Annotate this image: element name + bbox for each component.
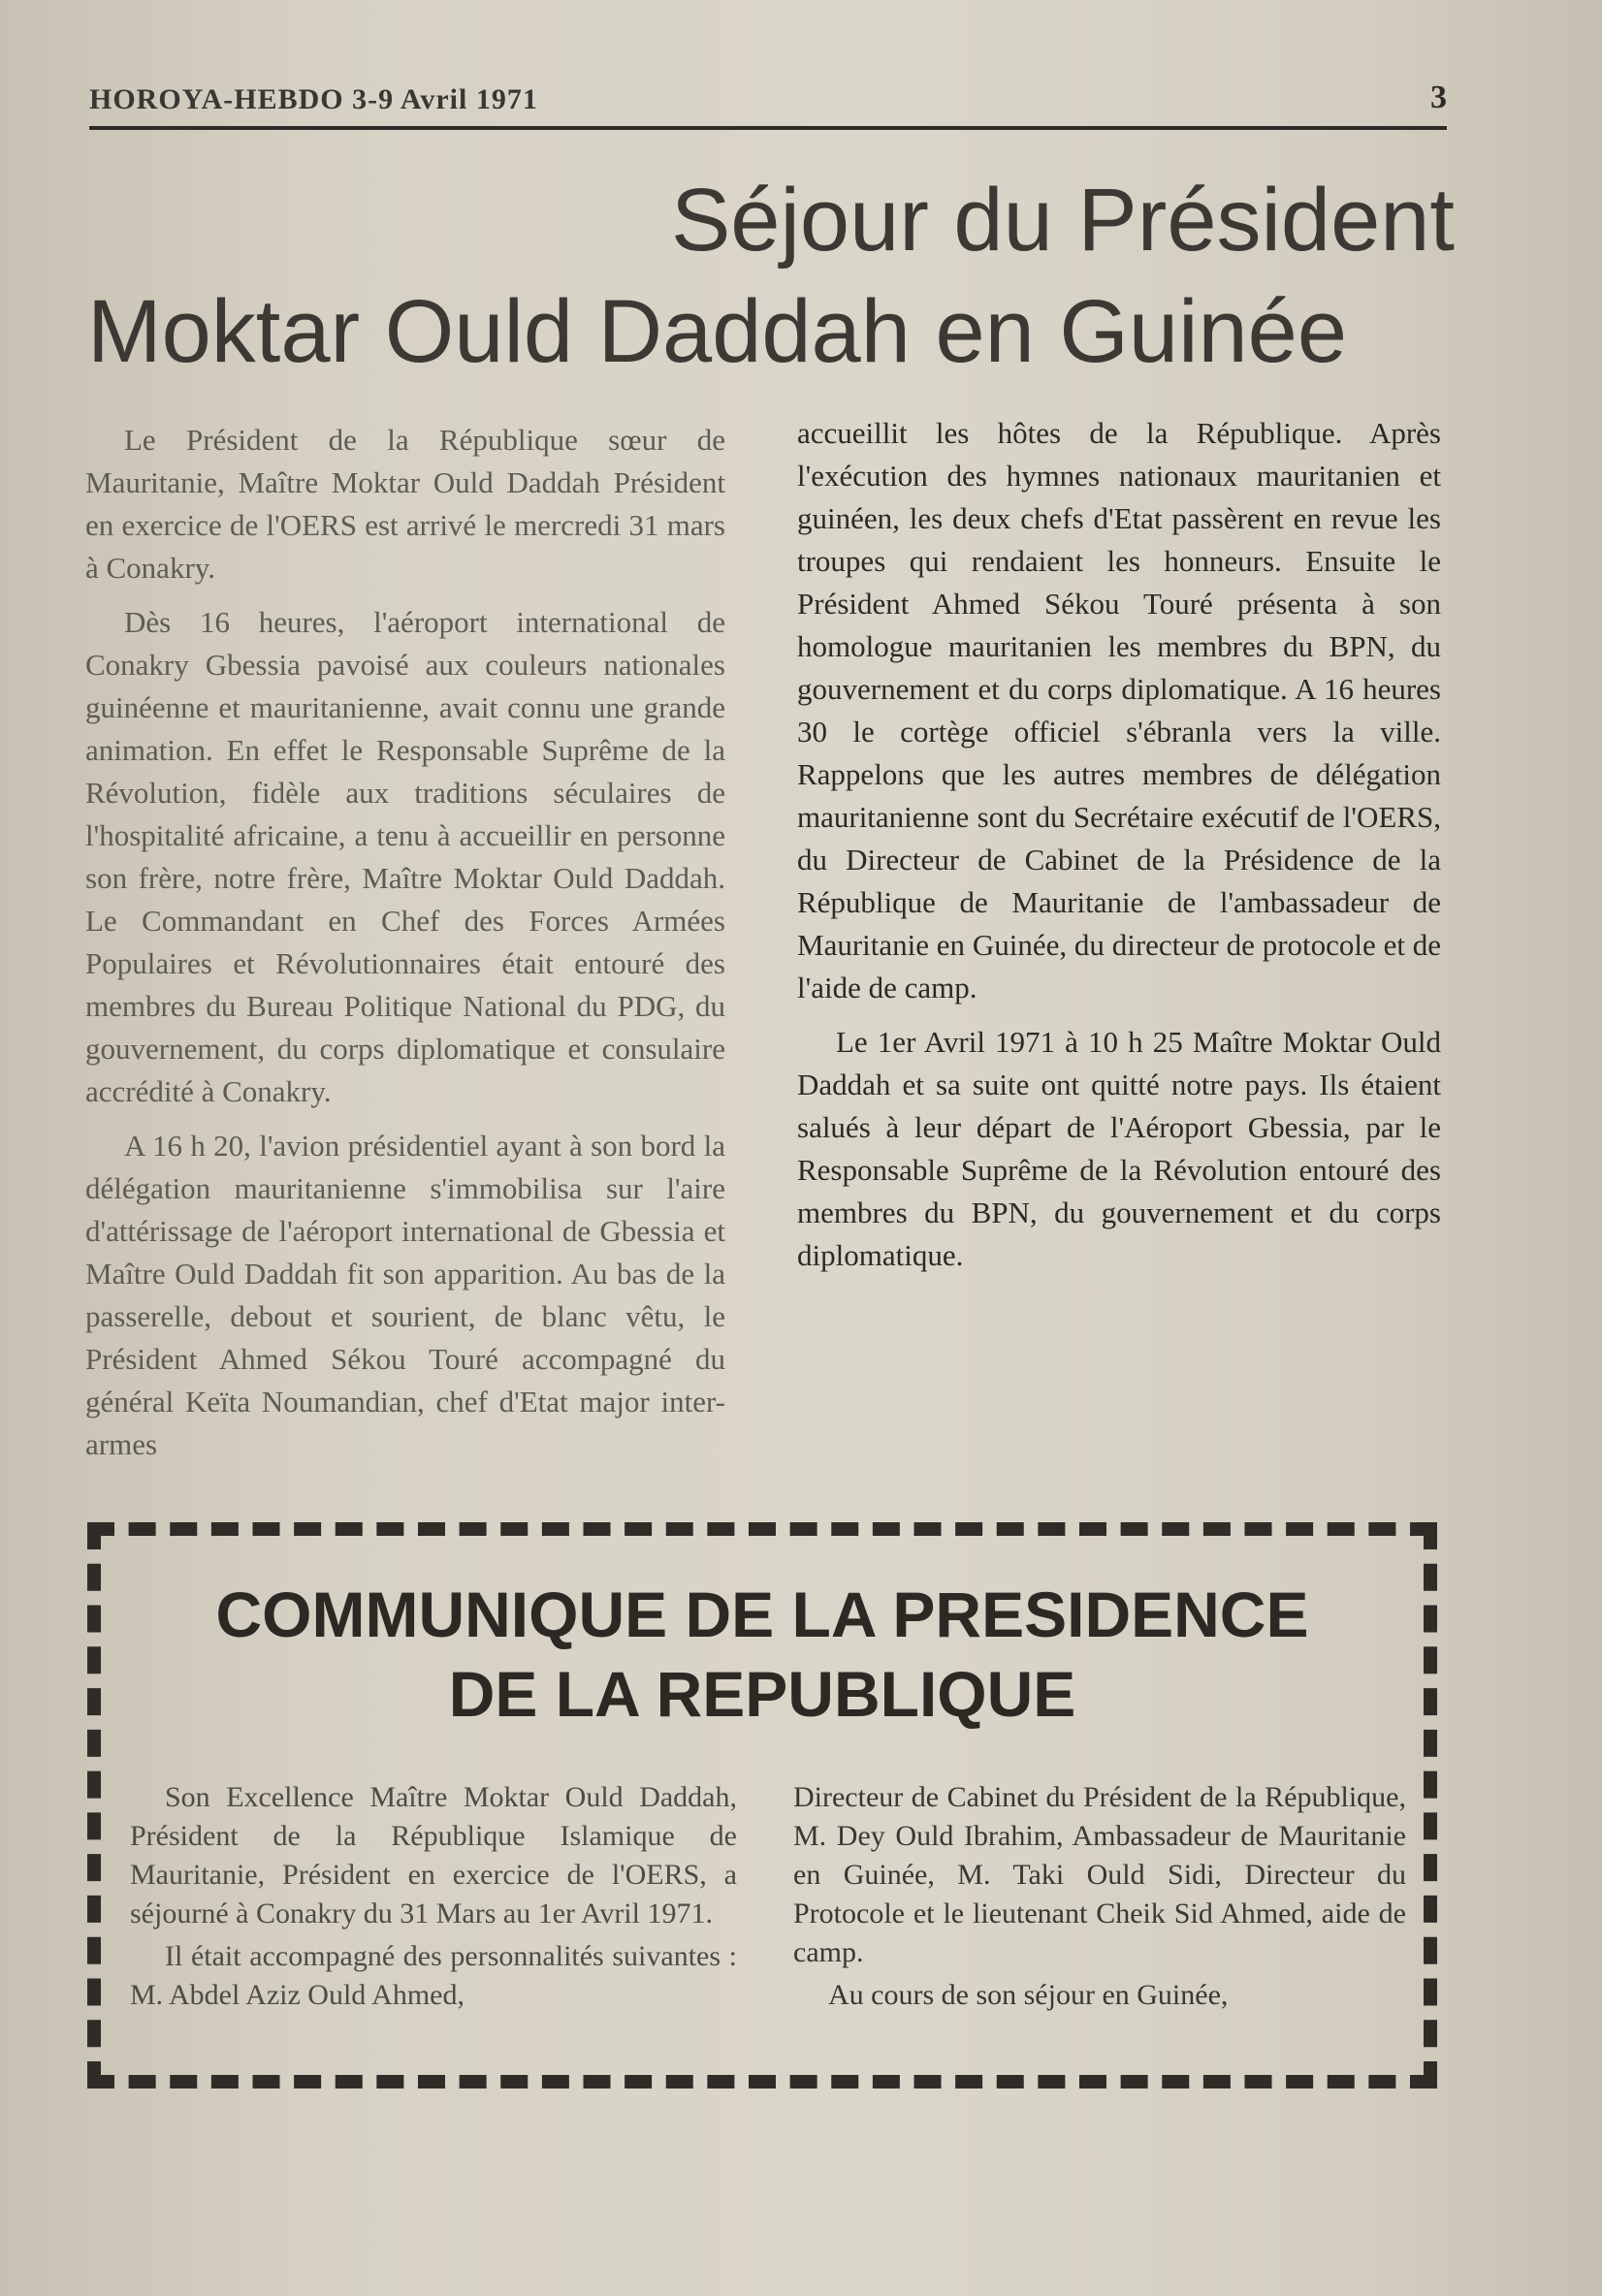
article-paragraph: accueillit les hôtes de la République. Après l'exécution des hymnes nationaux mauritanien et guinéen, les deux chefs d'Etat passèrent en revue les troupes qui rendaient les honneurs. Ensuite le Président Ahmed Sékou Touré présenta à son homologue mauritanien les membres du BPN, du gouvernement et du corps diplomatique. A 16 heures 30 le cortège officiel s'ébranla vers la ville. Rappelons que les autres membres de délégation mauritanienne sont du Secrétaire exécutif de l'OERS, du Directeur de Cabinet de la Présidence de la République de Mauritanie de l'ambassadeur de Mauritanie en Guinée, du directeur de protocole et de l'aide de camp. <box>797 416 1441 1004</box>
page-header <box>89 80 1447 130</box>
communique-title-line-1: COMMUNIQUE DE LA PRESIDENCE <box>215 1578 1309 1650</box>
communique-paragraph: Son Excellence Maître Moktar Ould Daddah, Président de la République Islamique de Mauritanie, Président en exercice de l'OERS, a séjourné à Conakry du 31 Mars au 1er Avril 1971. <box>130 1781 737 1929</box>
article-paragraph: Le 1er Avril 1971 à 10 h 25 Maître Moktar Ould Daddah et sa suite ont quitté notre pays. Ils étaient salués à leur départ de l'Aéroport Gbessia, par le Responsable Suprême de la Révolution entouré des membres du BPN, du gouvernement et du corps diplomatique. <box>797 1025 1441 1272</box>
headline-line-1: Séjour du Président <box>670 171 1455 270</box>
communique-paragraph: Au cours de son séjour en Guinée, <box>828 1979 1229 2011</box>
communique-box <box>87 1522 1437 2089</box>
article-headline <box>87 165 1455 388</box>
article-paragraph: A 16 h 20, l'avion présidentiel ayant à son bord la délégation mauritanienne s'immobilisa sur l'aire d'attérissage de l'aéroport international de Gbessia et Maître Ould Daddah fit son apparition. Au bas de la passerelle, debout et sourient, de blanc vêtu, le Président Ahmed Sékou Touré accompagné du général Keïta Noumandian, chef d'Etat major inter-armes <box>85 1129 725 1461</box>
communique-title <box>101 1575 1424 1734</box>
communique-column-left <box>130 1778 737 2019</box>
article-paragraph: Dès 16 heures, l'aéroport international de Conakry Gbessia pavoisé aux couleurs nationales guinéenne et mauritanienne, avait connu une grande animation. En effet le Responsable Suprême de la Révolution, fidèle aux traditions séculaires de l'hospitalité africaine, a tenu à accueillir en personne son frère, notre frère, Maître Moktar Ould Daddah. Le Commandant en Chef des Forces Armées Populaires et Révolutionnaires était entouré des membres du Bureau Politique National du PDG, du gouvernement, du corps diplomatique et consulaire accrédité à Conakry. <box>85 605 725 1108</box>
page-number: 3 <box>1430 80 1447 115</box>
communique-column-right <box>793 1778 1406 2019</box>
communique-paragraph: Directeur de Cabinet du Président de la République, M. Dey Ould Ibrahim, Ambassadeur de Mauritanie en Guinée, M. Taki Ould Sidi, Directeur du Protocole et le lieutenant Cheik Sid Ahmed, aide de camp. <box>793 1781 1406 1968</box>
article-column-left <box>85 419 725 1478</box>
article-paragraph: Le Président de la République sœur de Mauritanie, Maître Moktar Ould Daddah Président en exercice de l'OERS est arrivé le mercredi 31 mars à Conakry. <box>85 423 725 585</box>
communique-title-line-2: DE LA REPUBLIQUE <box>448 1658 1076 1730</box>
publication-dateline: HOROYA-HEBDO 3-9 Avril 1971 <box>89 83 538 115</box>
headline-line-2: Moktar Ould Daddah en Guinée <box>87 282 1348 381</box>
article-column-right <box>797 412 1441 1289</box>
communique-paragraph: Il était accompagné des personnalités suivantes : M. Abdel Aziz Ould Ahmed, <box>130 1940 737 2011</box>
